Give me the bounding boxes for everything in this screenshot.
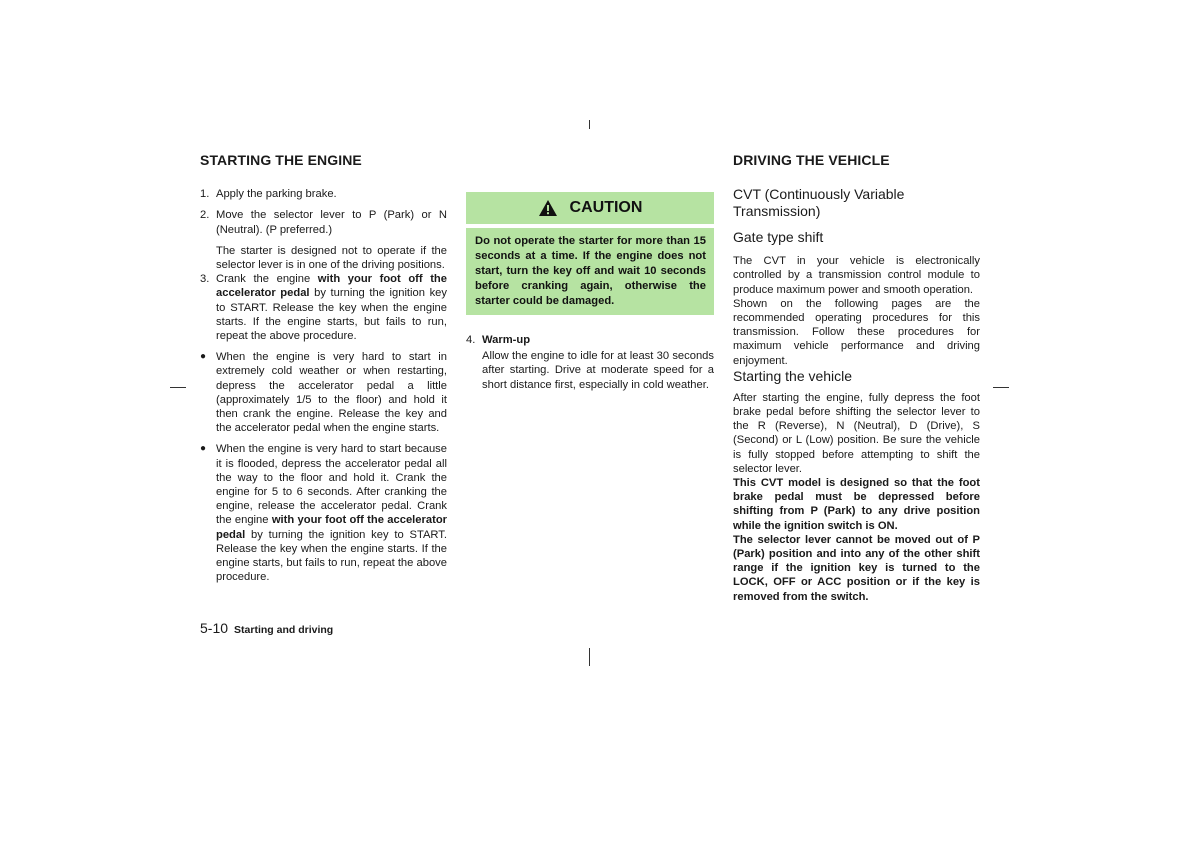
step-title: Warm-up [482, 334, 531, 346]
step-4-text: Allow the engine to idle for at least 30 seconds after starting. Drive at moderate speed for a short distance first, especially in cold weather. [482, 350, 714, 391]
caution-text: Do not operate the starter for more than 15 seconds at a time. If the engine does not start, turn the key off and wait 10 seconds before cranking again, otherwise the starter could be damaged. [466, 228, 714, 315]
step-text: Move the selector lever to P (Park) or N (Neutral). (P preferred.) [216, 209, 447, 236]
caution-box [466, 192, 714, 314]
section-name: Starting and driving [234, 624, 334, 636]
warning-triangle-icon [538, 199, 558, 217]
step-3 [200, 272, 447, 343]
warning-brake-pedal: This CVT model is designed so that the foot brake pedal must be depressed before shifting from P (Park) to any drive position while the ignition switch is ON. [733, 477, 980, 532]
bullet-cold-weather [200, 350, 447, 435]
step-2 [200, 208, 447, 236]
right-side-mark [993, 387, 1009, 388]
top-center-mark [589, 120, 590, 129]
section-heading-driving-vehicle: DRIVING THE VEHICLE [733, 152, 890, 168]
page-footer [200, 620, 333, 636]
caution-header [466, 192, 714, 225]
paragraph-starting-vehicle: After starting the engine, fully depress the foot brake pedal before shifting the selector lever to the R (Reverse), N (Neutral), D (Drive), S (Second) or L (Low) position. Be sure the vehicle is fully stopped before attempting to shift the selector lever. [733, 391, 980, 475]
right-column [733, 153, 980, 604]
step-text-pre: Crank the engine [216, 273, 318, 286]
section-heading-starting-engine: STARTING THE ENGINE [200, 152, 362, 168]
step-1 [200, 187, 447, 201]
subheading-gate-type-shift: Gate type shift [733, 229, 824, 246]
bullet-text: When the engine is very hard to start in extremely cold weather or when restarting, depress the accelerator pedal a little (approximately 1/5 to the floor) and hold it then crank the engine. Release the key and the accelerator pedal when the engine starts. [216, 351, 447, 435]
step-text: Apply the parking brake. [216, 188, 337, 201]
bottom-center-mark [589, 648, 590, 666]
caution-title: CAUTION [569, 199, 643, 216]
bullet-icon: ● [200, 351, 207, 363]
paragraph-procedures: Shown on the following pages are the recommended operating procedures for this transmission. Follow these procedures for maximum vehicle performance and driving enjoyment. [733, 297, 980, 367]
middle-column [466, 333, 714, 392]
step-number: 1. [200, 188, 210, 201]
bullet-text-bold: with your foot off the accelerator pedal [216, 514, 448, 541]
bullet-icon: ● [200, 443, 207, 455]
warning-selector-lever: The selector lever cannot be moved out of P (Park) position and into any of the other shift range if the ignition key is turned to the LOCK, OFF or ACC position or if the key is removed from the switch. [733, 533, 980, 603]
step-2-note: The starter is designed not to operate if the selector lever is in one of the driving positions. [216, 244, 447, 272]
step-number: 2. [200, 209, 210, 222]
step-text-post: by turning the ignition key to START. Release the key when the engine starts. If the engine starts, but fails to run, repeat the above procedure. [216, 287, 447, 343]
subheading-starting-vehicle: Starting the vehicle [733, 367, 853, 384]
left-column [200, 153, 447, 591]
step-4 [466, 333, 714, 347]
paragraph-cvt-description: The CVT in your vehicle is electronically controlled by a transmission control module to produce maximum power and smooth operation. [733, 255, 980, 296]
left-side-mark [170, 387, 186, 388]
bullet-text-pre: When the engine is very hard to start because it is flooded, depress the accelerator pedal all the way to the floor and hold it. Crank the engine for 5 to 6 seconds. After cranking the engine, release the accelerator pedal. Crank the engine [216, 443, 447, 527]
step-number: 3. [200, 273, 210, 286]
bullet-text-post: by turning the ignition key to START. Release the key when the engine starts. If the engine starts, but fails to run, repeat the above procedure. [216, 528, 447, 584]
bullet-flooded [200, 442, 447, 584]
step-number: 4. [466, 334, 476, 346]
page-number: 5-10 [200, 620, 229, 636]
step-text-bold: with your foot off the accelerator pedal [216, 273, 447, 300]
subheading-cvt: CVT (Continuously Variable Transmission) [733, 186, 905, 220]
